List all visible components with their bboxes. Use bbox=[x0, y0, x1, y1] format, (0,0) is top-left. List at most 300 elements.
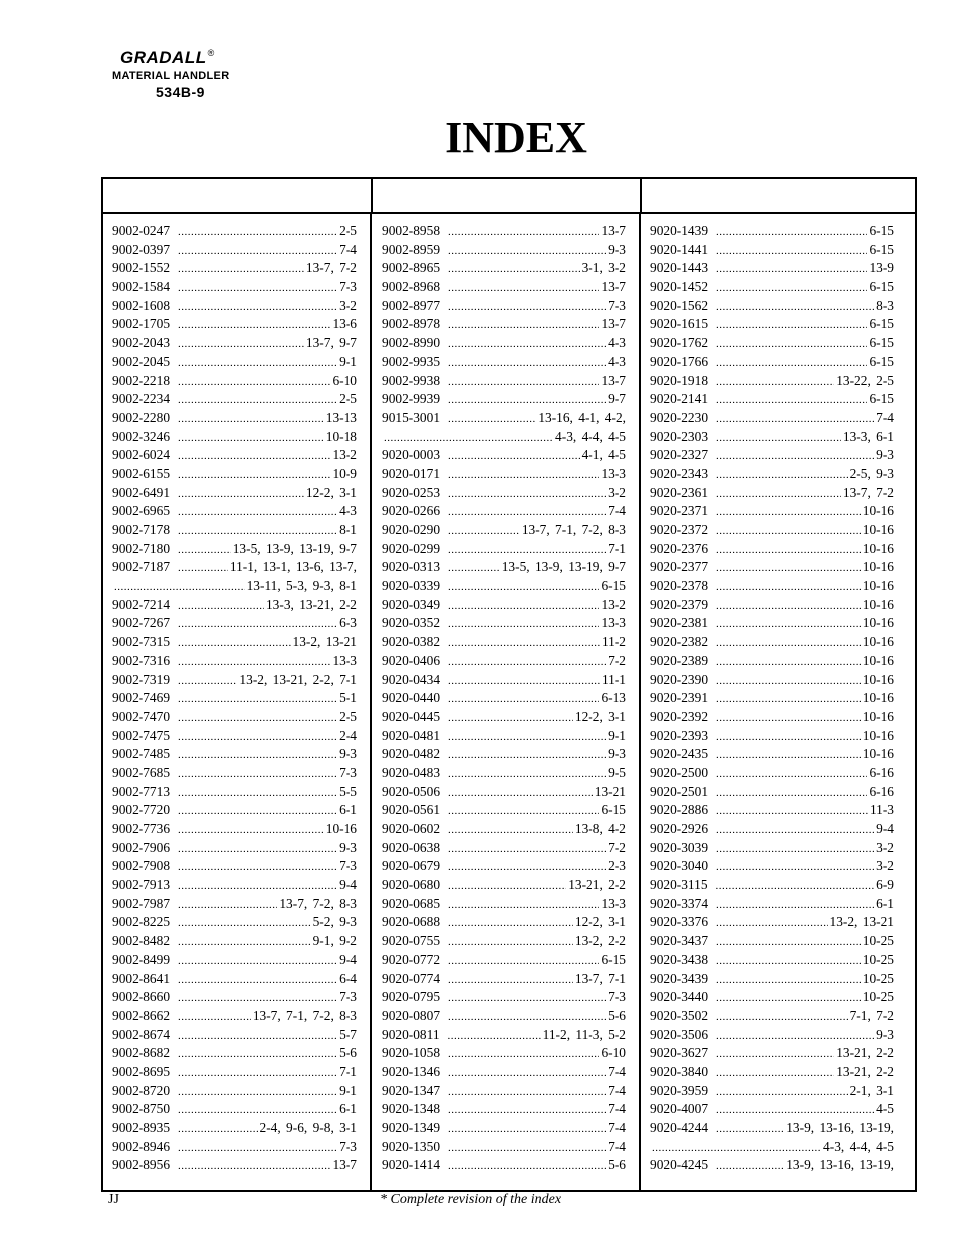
part-number: 9002-8225 bbox=[112, 914, 171, 930]
index-entry bbox=[382, 745, 626, 764]
page-references: 10-18 bbox=[325, 428, 357, 444]
index-entry bbox=[650, 1044, 894, 1063]
part-number: 9002-7713 bbox=[112, 783, 171, 799]
page-references: 9-3 bbox=[876, 447, 894, 463]
part-number: 9020-0506 bbox=[382, 783, 441, 799]
page-references: 7-4 bbox=[608, 1120, 626, 1135]
leader-dots bbox=[448, 989, 606, 1008]
index-entry bbox=[650, 727, 894, 746]
part-number: 9020-3506 bbox=[650, 1026, 709, 1042]
leader-dots bbox=[448, 615, 599, 634]
part-number: 9020-2303 bbox=[650, 428, 709, 444]
part-number: 9020-3039 bbox=[650, 839, 709, 855]
page-references: 7-4 bbox=[339, 241, 357, 257]
index-entry bbox=[112, 671, 357, 690]
part-number: 9020-1350 bbox=[382, 1138, 441, 1154]
page-references: 9-3 bbox=[608, 241, 626, 257]
page-references: 6-16 bbox=[869, 783, 894, 799]
leader-dots bbox=[178, 971, 337, 990]
part-number: 9020-1349 bbox=[382, 1120, 441, 1135]
page-references: 8-3 bbox=[876, 297, 894, 313]
page-references: 6-10 bbox=[332, 372, 357, 388]
page-references: 6-1 bbox=[876, 895, 894, 911]
part-number: 9002-8978 bbox=[382, 316, 441, 332]
index-entry bbox=[650, 1007, 894, 1026]
leader-dots bbox=[448, 971, 573, 990]
page-references: 6-9 bbox=[876, 877, 894, 893]
index-entry bbox=[382, 820, 626, 839]
leader-dots bbox=[178, 690, 337, 709]
part-number: 9020-2381 bbox=[650, 615, 709, 631]
page-references: 9-1, 9-2 bbox=[312, 933, 357, 949]
index-entry bbox=[112, 334, 357, 353]
part-number: 9020-0685 bbox=[382, 895, 441, 911]
leader-dots bbox=[178, 634, 290, 653]
index-entry bbox=[112, 764, 357, 783]
part-number: 9020-0406 bbox=[382, 652, 441, 668]
logo-model: 534B-9 bbox=[156, 84, 205, 100]
index-column-1 bbox=[112, 222, 357, 1175]
leader-dots bbox=[448, 802, 599, 821]
page-references: 11-3 bbox=[869, 802, 894, 818]
index-entry bbox=[650, 596, 894, 615]
index-entry bbox=[650, 1156, 894, 1175]
leader-dots bbox=[716, 728, 861, 747]
index-entry bbox=[382, 913, 626, 932]
page-references: 7-4 bbox=[876, 409, 894, 425]
index-entry bbox=[382, 1119, 626, 1138]
part-number: 9020-0171 bbox=[382, 465, 441, 481]
page-references: 13-3, 6-1 bbox=[842, 428, 894, 444]
index-entry bbox=[382, 970, 626, 989]
part-number: 9020-0807 bbox=[382, 1007, 441, 1023]
page-references: 10-25 bbox=[862, 951, 894, 967]
leader-dots bbox=[178, 298, 337, 317]
part-number: 9002-7470 bbox=[112, 708, 171, 724]
index-entry bbox=[112, 745, 357, 764]
part-number: 9002-9938 bbox=[382, 372, 441, 388]
leader-dots bbox=[716, 653, 861, 672]
part-number: 9020-2343 bbox=[650, 465, 709, 481]
index-entry bbox=[112, 558, 357, 577]
part-number: 9002-2280 bbox=[112, 409, 171, 425]
page-references: 13-7 bbox=[601, 223, 626, 238]
index-entry bbox=[112, 278, 357, 297]
leader-dots bbox=[178, 410, 324, 429]
leader-dots bbox=[178, 316, 330, 335]
leader-dots bbox=[178, 522, 337, 541]
index-entry bbox=[650, 390, 894, 409]
page-references: 8-1 bbox=[339, 522, 357, 537]
logo-subtitle: MATERIAL HANDLER bbox=[112, 70, 230, 82]
page-references: 9-3 bbox=[339, 839, 357, 855]
page-references: 12-2, 3-1 bbox=[574, 914, 626, 930]
index-entry bbox=[382, 801, 626, 820]
part-number: 9002-1584 bbox=[112, 279, 171, 295]
part-number: 9020-2390 bbox=[650, 671, 709, 687]
page-references: 13-11, 5-3, 9-3, 8-1 bbox=[246, 578, 357, 594]
leader-dots bbox=[716, 746, 861, 765]
index-entry bbox=[650, 876, 894, 895]
index-entry bbox=[382, 1082, 626, 1101]
leader-dots bbox=[716, 1008, 848, 1027]
leader-dots bbox=[716, 821, 874, 840]
page-references: 13-7, 7-1, 7-2, 8-3 bbox=[521, 522, 626, 537]
index-entry bbox=[112, 895, 357, 914]
leader-dots bbox=[448, 447, 580, 466]
index-entry bbox=[112, 372, 357, 391]
index-entry bbox=[112, 259, 357, 278]
leader-dots bbox=[178, 821, 324, 840]
leader-dots bbox=[448, 597, 599, 616]
part-number: 9020-1562 bbox=[650, 297, 709, 313]
page-references: 13-13 bbox=[325, 409, 357, 425]
part-number: 9020-2926 bbox=[650, 821, 709, 836]
part-number: 9020-1348 bbox=[382, 1101, 441, 1117]
part-number: 9020-2371 bbox=[650, 503, 709, 519]
page-references: 10-16 bbox=[862, 746, 894, 762]
part-number: 9002-8499 bbox=[112, 951, 171, 967]
index-entry bbox=[650, 540, 894, 559]
index-entry bbox=[112, 465, 357, 484]
leader-dots bbox=[178, 858, 337, 877]
leader-dots bbox=[716, 335, 867, 354]
leader-dots bbox=[178, 485, 304, 504]
part-number: 9002-0397 bbox=[112, 241, 171, 257]
leader-dots bbox=[716, 1027, 874, 1046]
page-references: 7-3 bbox=[608, 297, 626, 313]
page-references: 7-4 bbox=[608, 503, 626, 519]
part-number: 9020-1766 bbox=[650, 353, 709, 369]
page-references: 13-7, 7-1, 7-2, 8-3 bbox=[252, 1007, 357, 1023]
leader-dots bbox=[178, 877, 337, 896]
index-entry bbox=[650, 353, 894, 372]
page-references: 13-7, 7-2 bbox=[305, 260, 357, 276]
leader-dots bbox=[448, 746, 606, 765]
leader-dots bbox=[448, 952, 599, 971]
page-references: 5-6 bbox=[608, 1007, 626, 1023]
part-number: 9002-8660 bbox=[112, 989, 171, 1005]
part-number: 9002-8990 bbox=[382, 335, 441, 351]
leader-dots bbox=[448, 877, 566, 896]
part-number: 9002-8959 bbox=[382, 241, 441, 257]
part-number: 9002-3246 bbox=[112, 428, 171, 444]
part-number: 9020-2376 bbox=[650, 540, 709, 556]
leader-dots bbox=[178, 1120, 257, 1139]
index-entry bbox=[650, 259, 894, 278]
leader-dots bbox=[716, 784, 867, 803]
page-references: 13-7 bbox=[601, 316, 626, 332]
part-number: 9020-0003 bbox=[382, 447, 441, 463]
leader-dots bbox=[716, 877, 875, 896]
index-entry bbox=[112, 689, 357, 708]
page-references: 13-21, 2-2 bbox=[836, 1045, 894, 1061]
index-entry bbox=[112, 988, 357, 1007]
leader-dots bbox=[716, 858, 874, 877]
page-references: 2-5, 9-3 bbox=[849, 465, 894, 481]
part-number: 9002-6491 bbox=[112, 484, 171, 500]
part-number: 9002-8720 bbox=[112, 1082, 171, 1098]
part-number: 9020-2141 bbox=[650, 391, 709, 407]
index-entry bbox=[112, 241, 357, 260]
page-references: 7-3 bbox=[339, 279, 357, 295]
index-entry bbox=[112, 1007, 357, 1026]
leader-dots bbox=[448, 354, 606, 373]
leader-dots bbox=[716, 615, 861, 634]
page-references: 13-21, 2-2 bbox=[836, 1063, 894, 1079]
leader-dots bbox=[448, 709, 573, 728]
index-entry bbox=[112, 633, 357, 652]
leader-dots bbox=[716, 578, 861, 597]
page-references: 13-2, 13-21 bbox=[292, 634, 357, 650]
page-references: 6-3 bbox=[339, 615, 357, 631]
part-number: 9020-2501 bbox=[650, 783, 709, 799]
part-number: 9020-3115 bbox=[650, 877, 708, 893]
page-references: 5-6 bbox=[608, 1157, 626, 1173]
page-references: 11-1 bbox=[601, 671, 626, 687]
part-number: 9002-8750 bbox=[112, 1101, 171, 1117]
part-number: 9002-8682 bbox=[112, 1045, 171, 1061]
part-number: 9020-1615 bbox=[650, 316, 709, 332]
index-entry bbox=[650, 558, 894, 577]
part-number: 9002-7319 bbox=[112, 671, 171, 687]
index-entry bbox=[382, 857, 626, 876]
index-entry bbox=[650, 409, 894, 428]
leader-dots bbox=[716, 1083, 848, 1102]
leader-dots bbox=[178, 672, 237, 691]
leader-dots bbox=[178, 765, 337, 784]
leader-dots bbox=[448, 223, 599, 242]
page-references: 10-16 bbox=[862, 690, 894, 706]
part-number: 9002-8935 bbox=[112, 1120, 171, 1135]
page-references: 6-15 bbox=[869, 223, 894, 238]
page-references: 13-7, 7-2 bbox=[842, 484, 894, 500]
leader-dots bbox=[448, 485, 606, 504]
part-number: 9002-7315 bbox=[112, 634, 171, 650]
index-entry bbox=[382, 222, 626, 241]
page-references: 4-3, 4-4, 4-5 bbox=[823, 1138, 894, 1154]
part-number: 9020-1414 bbox=[382, 1157, 441, 1173]
leader-dots bbox=[448, 1027, 541, 1046]
index-entry bbox=[382, 540, 626, 559]
page-references: 6-4 bbox=[339, 970, 357, 986]
leader-dots bbox=[178, 541, 231, 560]
page-references: 13-9, 13-16, 13-19, bbox=[786, 1157, 894, 1173]
part-number: 9002-2234 bbox=[112, 391, 171, 407]
column-divider bbox=[639, 212, 641, 1190]
page-references: 13-2 bbox=[601, 596, 626, 612]
leader-dots bbox=[716, 802, 868, 821]
leader-dots bbox=[448, 821, 573, 840]
index-entry bbox=[382, 428, 626, 447]
leader-dots bbox=[448, 260, 580, 279]
page-references: 12-2, 3-1 bbox=[574, 708, 626, 724]
index-entry bbox=[112, 857, 357, 876]
leader-dots bbox=[448, 1083, 606, 1102]
part-number: 9020-0688 bbox=[382, 914, 441, 930]
leader-dots bbox=[716, 840, 874, 859]
page-references: 9-7 bbox=[608, 391, 626, 407]
leader-dots bbox=[716, 709, 861, 728]
page-references: 9-4 bbox=[876, 821, 894, 836]
part-number: 9002-2045 bbox=[112, 353, 171, 369]
leader-dots bbox=[716, 933, 861, 952]
leader-dots bbox=[178, 1101, 337, 1120]
index-entry bbox=[650, 951, 894, 970]
part-number: 9002-7187 bbox=[112, 559, 171, 575]
leader-dots bbox=[178, 429, 324, 448]
index-entry bbox=[382, 259, 626, 278]
index-entry bbox=[382, 334, 626, 353]
part-number: 9020-0602 bbox=[382, 821, 441, 836]
part-number: 9020-0680 bbox=[382, 877, 441, 893]
index-entry bbox=[650, 1026, 894, 1045]
index-entry bbox=[382, 764, 626, 783]
index-entry bbox=[650, 913, 894, 932]
index-entry bbox=[650, 372, 894, 391]
page-references: 13-2, 13-21, 2-2, 7-1 bbox=[239, 671, 357, 687]
page-references: 5-1 bbox=[339, 690, 357, 706]
page-references: 9-1 bbox=[339, 353, 357, 369]
index-entry bbox=[382, 353, 626, 372]
page-references: 2-1, 3-1 bbox=[849, 1082, 894, 1098]
leader-dots bbox=[448, 1101, 606, 1120]
index-entry bbox=[650, 521, 894, 540]
part-number: 9020-1058 bbox=[382, 1045, 441, 1061]
index-entry bbox=[112, 1026, 357, 1045]
leader-dots bbox=[448, 522, 520, 541]
index-entry bbox=[382, 932, 626, 951]
leader-dots bbox=[178, 709, 337, 728]
part-number: 9020-0811 bbox=[382, 1026, 440, 1042]
leader-dots bbox=[716, 914, 827, 933]
part-number: 9020-0434 bbox=[382, 671, 441, 687]
page-references: 4-3 bbox=[339, 503, 357, 519]
leader-dots bbox=[448, 410, 536, 429]
leader-dots bbox=[716, 316, 867, 335]
leader-dots bbox=[178, 260, 304, 279]
part-number: 9002-8482 bbox=[112, 933, 171, 949]
page-references: 9-4 bbox=[339, 877, 357, 893]
page-references: 5-7 bbox=[339, 1026, 357, 1042]
part-number: 9020-3502 bbox=[650, 1007, 709, 1023]
index-entry bbox=[650, 1138, 894, 1157]
page-references: 6-13 bbox=[601, 690, 626, 706]
part-number: 9020-3376 bbox=[650, 914, 709, 930]
index-entry bbox=[650, 932, 894, 951]
part-number: 9002-6024 bbox=[112, 447, 171, 463]
part-number: 9020-1443 bbox=[650, 260, 709, 276]
leader-dots bbox=[178, 1008, 251, 1027]
part-number: 9020-3627 bbox=[650, 1045, 709, 1061]
page-references: 3-2 bbox=[608, 484, 626, 500]
leader-dots bbox=[448, 933, 573, 952]
part-number: 9020-2378 bbox=[650, 578, 709, 594]
index-entry bbox=[382, 633, 626, 652]
leader-dots bbox=[716, 952, 861, 971]
index-entry bbox=[382, 241, 626, 260]
index-entry bbox=[650, 241, 894, 260]
part-number: 9020-0483 bbox=[382, 764, 441, 780]
part-number: 9002-7180 bbox=[112, 540, 171, 556]
page-references: 13-9 bbox=[869, 260, 894, 276]
part-number: 9020-1762 bbox=[650, 335, 709, 351]
page-number: JJ bbox=[108, 1192, 119, 1207]
part-number: 9020-0349 bbox=[382, 596, 441, 612]
page-references: 4-3 bbox=[608, 353, 626, 369]
leader-dots bbox=[178, 1045, 337, 1064]
index-entry bbox=[650, 801, 894, 820]
page-references: 7-3 bbox=[339, 858, 357, 874]
page-references: 13-21 bbox=[594, 783, 626, 799]
leader-dots bbox=[448, 1064, 606, 1083]
logo-brand: GRADALL® bbox=[120, 48, 215, 67]
part-number: 9002-8958 bbox=[382, 223, 441, 238]
leader-dots bbox=[716, 765, 867, 784]
part-number: 9002-7316 bbox=[112, 652, 171, 668]
page-references: 13-2 bbox=[332, 447, 357, 463]
page-references: 13-6 bbox=[332, 316, 357, 332]
part-number: 9020-2372 bbox=[650, 522, 709, 537]
leader-dots bbox=[448, 373, 599, 392]
index-entry bbox=[112, 353, 357, 372]
part-number: 9002-6965 bbox=[112, 503, 171, 519]
page-references: 12-2, 3-1 bbox=[305, 484, 357, 500]
page-references: 5-6 bbox=[339, 1045, 357, 1061]
part-number: 9020-1452 bbox=[650, 279, 709, 295]
leader-dots bbox=[716, 1101, 874, 1120]
leader-dots bbox=[716, 541, 861, 560]
index-entry bbox=[650, 820, 894, 839]
part-number: 9020-2377 bbox=[650, 559, 709, 575]
part-number: 9020-0772 bbox=[382, 951, 441, 967]
leader-dots bbox=[448, 634, 600, 653]
index-entry bbox=[650, 502, 894, 521]
part-number: 9020-2500 bbox=[650, 764, 709, 780]
leader-dots bbox=[178, 242, 337, 261]
index-entry bbox=[112, 1100, 357, 1119]
leader-dots bbox=[716, 242, 867, 261]
page-references: 9-3 bbox=[876, 1026, 894, 1042]
leader-dots bbox=[448, 541, 606, 560]
page-references: 7-3 bbox=[339, 1138, 357, 1154]
leader-dots bbox=[178, 784, 337, 803]
leader-dots bbox=[716, 1120, 784, 1139]
page-references: 7-1 bbox=[339, 1063, 357, 1079]
part-number: 9020-1918 bbox=[650, 372, 709, 388]
part-number: 9002-7485 bbox=[112, 746, 171, 762]
leader-dots bbox=[178, 354, 337, 373]
page-references: 10-16 bbox=[862, 522, 894, 537]
page-references: 6-15 bbox=[869, 391, 894, 407]
page-references: 13-16, 4-1, 4-2, bbox=[538, 409, 626, 425]
page-references: 6-16 bbox=[869, 764, 894, 780]
part-number: 9002-2218 bbox=[112, 372, 171, 388]
index-entry bbox=[650, 708, 894, 727]
page-references: 6-15 bbox=[869, 335, 894, 351]
page-references: 13-7 bbox=[601, 279, 626, 295]
page-references: 7-1, 7-2 bbox=[849, 1007, 894, 1023]
leader-dots bbox=[448, 1045, 599, 1064]
index-entry bbox=[382, 596, 626, 615]
page-references: 9-5 bbox=[608, 764, 626, 780]
leader-dots bbox=[448, 914, 573, 933]
index-entry bbox=[650, 1119, 894, 1138]
leader-dots bbox=[178, 597, 264, 616]
part-number: 9002-8956 bbox=[112, 1157, 171, 1173]
page-references: 13-5, 13-9, 13-19, 9-7 bbox=[232, 540, 357, 556]
leader-dots bbox=[178, 933, 311, 952]
